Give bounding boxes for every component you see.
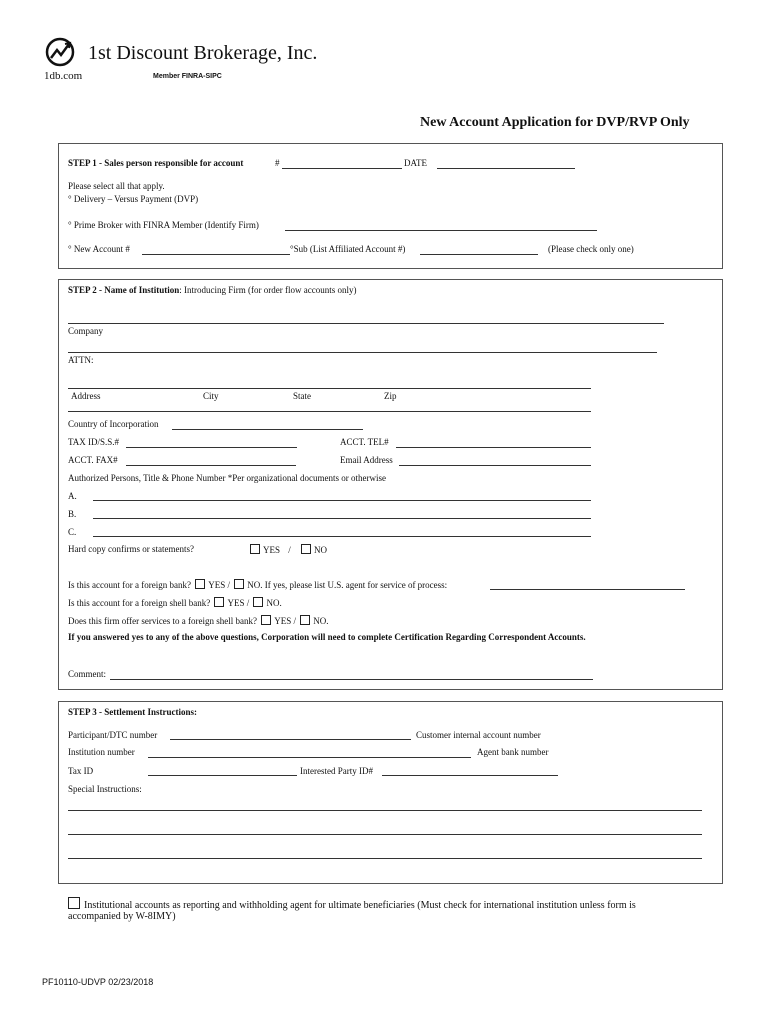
- hard-copy-no-checkbox[interactable]: [301, 544, 311, 554]
- state-label: State: [293, 391, 311, 401]
- comment-field[interactable]: [110, 679, 593, 680]
- institution-field[interactable]: [148, 757, 471, 758]
- foreign-bank-yes-checkbox[interactable]: [195, 579, 205, 589]
- tax-id-label-step3: Tax ID: [68, 766, 94, 776]
- institutional-checkbox[interactable]: [68, 897, 80, 909]
- country-label: Country of Incorporation: [68, 419, 159, 429]
- certification-warning: If you answered yes to any of the above questions, Corporation will need to complete Certification Regarding Correspondent Accounts.: [68, 632, 586, 642]
- salesperson-hash: #: [275, 158, 280, 168]
- prime-broker-field[interactable]: [285, 230, 597, 231]
- customer-internal-label: Customer internal account number: [416, 730, 541, 740]
- person-c-field[interactable]: [93, 536, 591, 537]
- email-label: Email Address: [340, 455, 393, 465]
- person-b-field[interactable]: [93, 518, 591, 519]
- hard-copy-options: [248, 544, 327, 555]
- step3-heading: STEP 3 - Settlement Instructions:: [68, 707, 197, 717]
- participant-label: Participant/DTC number: [68, 730, 158, 740]
- option-dvp[interactable]: ° Delivery – Versus Payment (DVP): [68, 194, 199, 204]
- hard-copy-slash: /: [288, 545, 291, 555]
- foreign-shell-row: [68, 597, 282, 608]
- tax-id-field-step3[interactable]: [148, 775, 297, 776]
- foreign-bank-no-label: NO. If yes, please list U.S. agent for service of process:: [247, 580, 448, 590]
- hard-copy-yes-checkbox[interactable]: [250, 544, 260, 554]
- interested-party-label: Interested Party ID#: [300, 766, 373, 776]
- person-b-label: B.: [68, 509, 77, 519]
- interested-party-field[interactable]: [382, 775, 558, 776]
- special-instructions-label: Special Instructions:: [68, 784, 142, 794]
- foreign-shell-yes-checkbox[interactable]: [214, 597, 224, 607]
- company-url: 1db.com: [44, 70, 83, 82]
- special-instructions-line1[interactable]: [68, 810, 702, 811]
- company-label: Company: [68, 326, 103, 336]
- offer-services-yes-label: YES /: [274, 616, 297, 626]
- person-a-label: A.: [68, 491, 77, 501]
- address-field[interactable]: [68, 388, 591, 389]
- person-a-field[interactable]: [93, 500, 591, 501]
- institutional-text-2: accompanied by W-8IMY): [68, 911, 176, 922]
- institution-label: Institution number: [68, 747, 135, 757]
- address-label: Address: [71, 391, 101, 401]
- authorized-persons-label: Authorized Persons, Title & Phone Number *Per organizational documents or otherwise: [68, 473, 387, 483]
- step3-box: [58, 701, 723, 884]
- foreign-bank-question: Is this account for a foreign bank?: [68, 580, 191, 590]
- form-id: PF10110-UDVP 02/23/2018: [42, 977, 154, 987]
- hard-copy-yes-label: YES: [263, 545, 281, 555]
- company-logo: [44, 36, 78, 68]
- attn-field[interactable]: [68, 352, 657, 353]
- zip-label: Zip: [384, 391, 397, 401]
- attn-label: ATTN:: [68, 355, 94, 365]
- comment-label: Comment:: [68, 669, 106, 679]
- acct-fax-field[interactable]: [126, 465, 296, 466]
- foreign-shell-no-checkbox[interactable]: [253, 597, 263, 607]
- option-prime-broker[interactable]: ° Prime Broker with FINRA Member (Identify Firm): [68, 220, 259, 230]
- participant-field[interactable]: [170, 739, 411, 740]
- option-new-account[interactable]: ° New Account #: [68, 244, 130, 254]
- country-field[interactable]: [172, 429, 363, 430]
- check-only-one-note: (Please check only one): [548, 244, 634, 254]
- date-field[interactable]: [437, 168, 575, 169]
- company-field[interactable]: [68, 323, 664, 324]
- step2-heading: STEP 2 - Name of Institution: Introducing Firm (for order flow accounts only): [68, 285, 357, 295]
- company-name: 1st Discount Brokerage, Inc.: [88, 42, 318, 64]
- offer-services-no-checkbox[interactable]: [300, 615, 310, 625]
- offer-services-yes-checkbox[interactable]: [261, 615, 271, 625]
- address-line2-field[interactable]: [68, 411, 591, 412]
- us-agent-field[interactable]: [490, 589, 685, 590]
- special-instructions-line3[interactable]: [68, 858, 702, 859]
- person-c-label: C.: [68, 527, 77, 537]
- step2-box: [58, 279, 723, 690]
- city-label: City: [203, 391, 219, 401]
- hard-copy-question: Hard copy confirms or statements?: [68, 544, 194, 554]
- select-all-text: Please select all that apply.: [68, 181, 165, 191]
- page-title: New Account Application for DVP/RVP Only: [420, 115, 690, 130]
- foreign-shell-no-label: NO.: [266, 598, 282, 608]
- acct-tel-label: ACCT. TEL#: [340, 437, 389, 447]
- date-label: DATE: [404, 158, 427, 168]
- offer-services-question: Does this firm offer services to a foreign shell bank?: [68, 616, 258, 626]
- foreign-bank-no-checkbox[interactable]: [234, 579, 244, 589]
- member-label: Member FINRA-SIPC: [153, 73, 222, 80]
- email-field[interactable]: [399, 465, 591, 466]
- hard-copy-no-label: NO: [314, 545, 328, 555]
- tax-id-label: TAX ID/S.S.#: [68, 437, 120, 447]
- new-account-field[interactable]: [142, 254, 290, 255]
- offer-services-no-label: NO.: [313, 616, 329, 626]
- salesperson-field[interactable]: [282, 168, 402, 169]
- sub-account-field[interactable]: [420, 254, 538, 255]
- step1-heading: STEP 1 - Sales person responsible for account: [68, 158, 244, 168]
- foreign-bank-yes-label: YES /: [208, 580, 230, 590]
- acct-tel-field[interactable]: [396, 447, 591, 448]
- foreign-bank-row: [68, 579, 447, 590]
- agent-bank-label: Agent bank number: [477, 747, 549, 757]
- foreign-shell-yes-label: YES /: [227, 598, 250, 608]
- acct-fax-label: ACCT. FAX#: [68, 455, 118, 465]
- foreign-shell-question: Is this account for a foreign shell bank?: [68, 598, 211, 608]
- tax-id-field[interactable]: [126, 447, 297, 448]
- institutional-text: Institutional accounts as reporting and withholding agent for ultimate beneficiaries (Must check for international institution unless form is: [84, 900, 636, 911]
- option-sub-account[interactable]: °Sub (List Affiliated Account #): [290, 244, 406, 254]
- offer-services-row: [68, 615, 329, 626]
- special-instructions-line2[interactable]: [68, 834, 702, 835]
- institutional-row: [68, 897, 636, 911]
